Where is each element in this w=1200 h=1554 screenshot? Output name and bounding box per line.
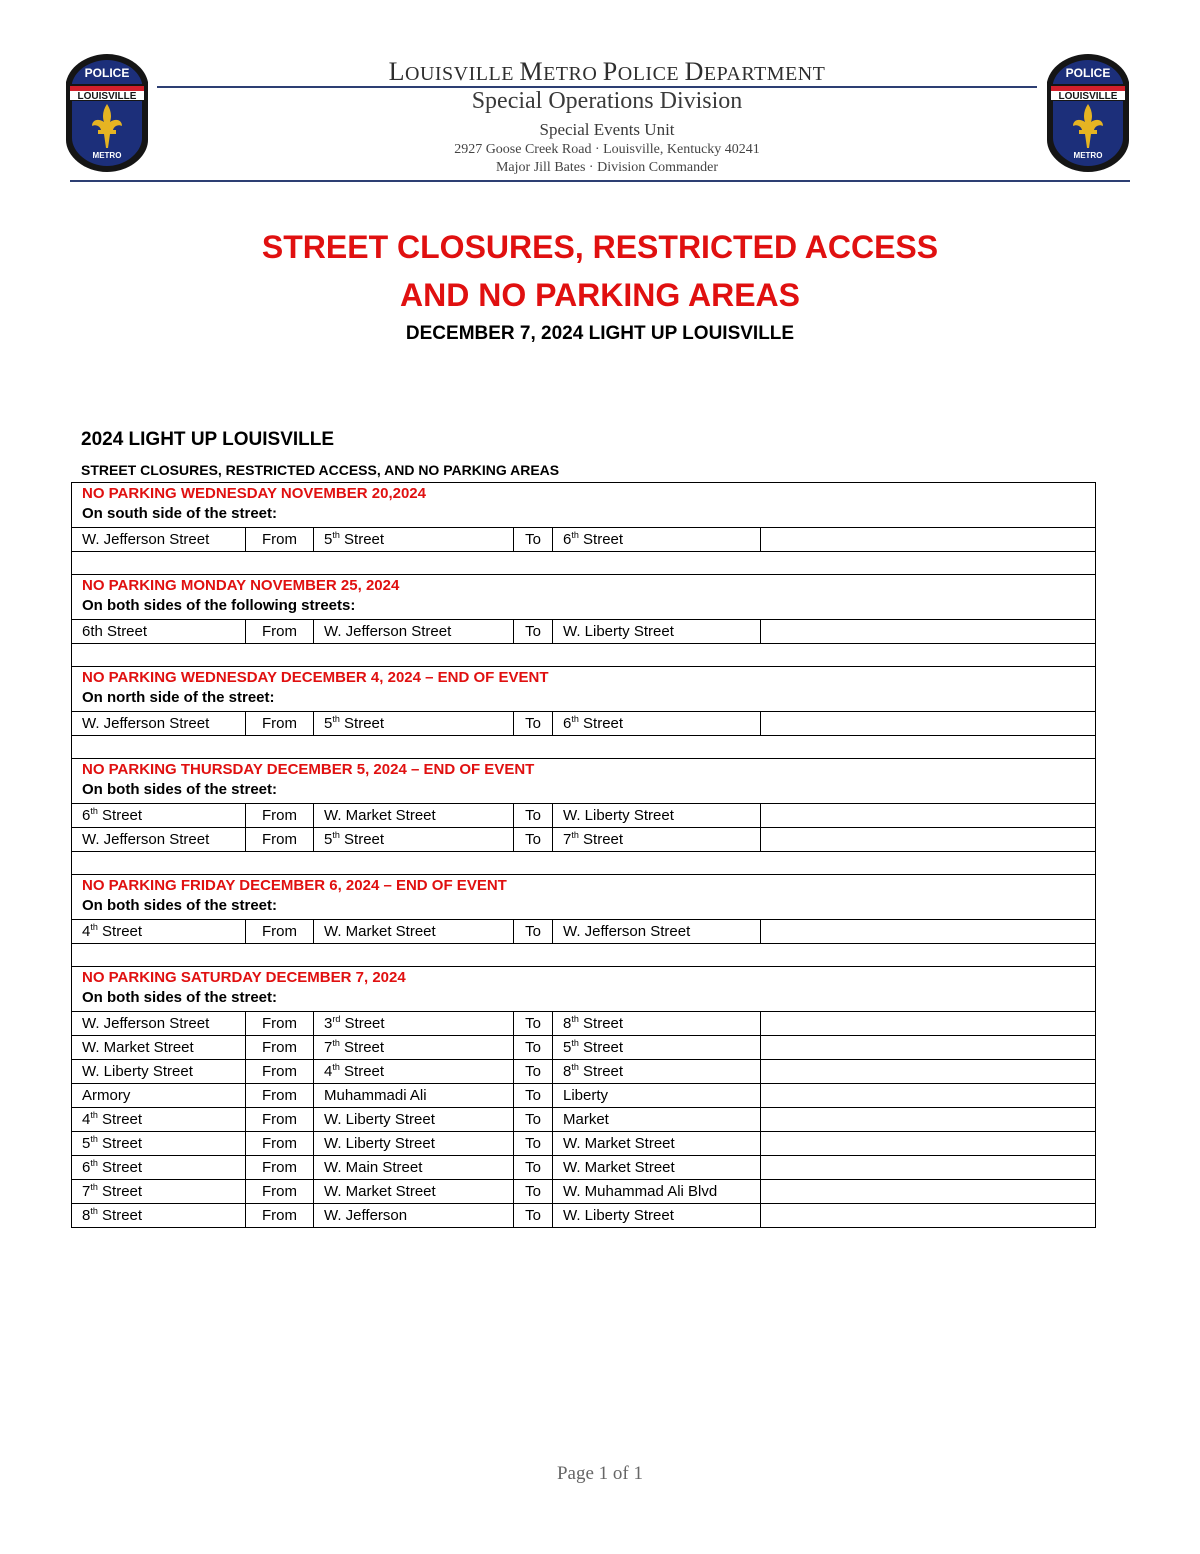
empty-notes-cell — [761, 712, 1096, 736]
to-street-cell: W. Liberty Street — [553, 1204, 761, 1228]
street-side-note: On both sides of the street: — [82, 781, 278, 798]
from-street-cell: Muhammadi Ali — [314, 1084, 514, 1108]
street-cell: 7th Street — [72, 1180, 246, 1204]
svg-text:METRO: METRO — [92, 151, 122, 160]
from-label-cell: From — [246, 1012, 314, 1036]
street-cell: W. Jefferson Street — [72, 712, 246, 736]
from-street-cell: W. Jefferson Street — [314, 620, 514, 644]
street-side-note: On north side of the street: — [82, 689, 275, 706]
from-street-cell: W. Main Street — [314, 1156, 514, 1180]
to-street-cell: 6th Street — [553, 712, 761, 736]
from-label-cell: From — [246, 920, 314, 944]
svg-text:POLICE: POLICE — [1065, 66, 1111, 80]
street-side-note: On both sides of the street: — [82, 989, 278, 1006]
from-street-cell: 5th Street — [314, 528, 514, 552]
closures-table — [71, 482, 1096, 1228]
empty-notes-cell — [761, 1084, 1096, 1108]
from-label-cell: From — [246, 804, 314, 828]
street-side-note: On both sides of the street: — [82, 897, 278, 914]
to-street-cell: 5th Street — [553, 1036, 761, 1060]
street-side-note: On both sides of the following streets: — [82, 597, 356, 614]
street-cell: 8th Street — [72, 1204, 246, 1228]
table-row — [72, 1036, 1096, 1060]
department-name: LOUISVILLE METRO POLICE DEPARTMENT — [388, 57, 826, 86]
empty-notes-cell — [761, 620, 1096, 644]
table-row — [72, 1084, 1096, 1108]
to-street-cell: W. Liberty Street — [553, 804, 761, 828]
no-parking-date-heading: NO PARKING THURSDAY DECEMBER 5, 2024 – END OF EVENT — [82, 761, 535, 778]
empty-notes-cell — [761, 1156, 1096, 1180]
no-parking-date-heading: NO PARKING WEDNESDAY DECEMBER 4, 2024 – END OF EVENT — [82, 669, 549, 686]
letterhead-bottom-divider — [70, 180, 1130, 182]
from-label-cell: From — [246, 1132, 314, 1156]
address-line: 2927 Goose Creek Road · Louisville, Kentucky 40241 — [454, 142, 760, 157]
table-row — [72, 920, 1096, 944]
group-heading-row — [72, 575, 1096, 620]
from-label-cell: From — [246, 1084, 314, 1108]
to-street-cell: 8th Street — [553, 1012, 761, 1036]
to-label-cell: To — [514, 804, 553, 828]
from-label-cell: From — [246, 712, 314, 736]
commander-line: Major Jill Bates · Division Commander — [495, 160, 719, 175]
to-street-cell: W. Market Street — [553, 1132, 761, 1156]
no-parking-date-heading: NO PARKING WEDNESDAY NOVEMBER 20,2024 — [82, 485, 426, 502]
spacer-row — [72, 736, 1096, 759]
no-parking-date-heading: NO PARKING SATURDAY DECEMBER 7, 2024 — [82, 969, 406, 986]
to-label-cell: To — [514, 1060, 553, 1084]
to-street-cell: W. Muhammad Ali Blvd — [553, 1180, 761, 1204]
spacer-row — [72, 644, 1096, 667]
street-cell: W. Market Street — [72, 1036, 246, 1060]
svg-text:METRO: METRO — [1073, 151, 1103, 160]
street-cell: 4th Street — [72, 920, 246, 944]
street-cell: 5th Street — [72, 1132, 246, 1156]
from-label-cell: From — [246, 1204, 314, 1228]
from-street-cell: W. Liberty Street — [314, 1132, 514, 1156]
street-cell: 4th Street — [72, 1108, 246, 1132]
table-row — [72, 828, 1096, 852]
svg-text:LOUISVILLE: LOUISVILLE — [1058, 91, 1118, 102]
to-label-cell: To — [514, 712, 553, 736]
table-row — [72, 528, 1096, 552]
street-cell: 6th Street — [72, 1156, 246, 1180]
spacer-row — [72, 944, 1096, 967]
table-row — [72, 1012, 1096, 1036]
from-street-cell: 4th Street — [314, 1060, 514, 1084]
empty-notes-cell — [761, 1132, 1096, 1156]
from-street-cell: W. Market Street — [314, 920, 514, 944]
street-cell: W. Liberty Street — [72, 1060, 246, 1084]
svg-text:LOUISVILLE: LOUISVILLE — [77, 91, 137, 102]
street-cell: W. Jefferson Street — [72, 528, 246, 552]
from-street-cell: W. Market Street — [314, 804, 514, 828]
to-label-cell: To — [514, 1156, 553, 1180]
to-street-cell: W. Market Street — [553, 1156, 761, 1180]
from-label-cell: From — [246, 1108, 314, 1132]
street-side-note: On south side of the street: — [82, 505, 278, 522]
to-street-cell: W. Liberty Street — [553, 620, 761, 644]
empty-notes-cell — [761, 920, 1096, 944]
street-cell: W. Jefferson Street — [72, 1012, 246, 1036]
to-street-cell: 8th Street — [553, 1060, 761, 1084]
empty-notes-cell — [761, 528, 1096, 552]
to-label-cell: To — [514, 1012, 553, 1036]
spacer-row — [72, 552, 1096, 575]
from-label-cell: From — [246, 1060, 314, 1084]
from-street-cell: 7th Street — [314, 1036, 514, 1060]
empty-notes-cell — [761, 1108, 1096, 1132]
table-row — [72, 1180, 1096, 1204]
document-title-line-2: AND NO PARKING AREAS — [399, 277, 800, 313]
from-street-cell: 5th Street — [314, 828, 514, 852]
document-subtitle: DECEMBER 7, 2024 LIGHT UP LOUISVILLE — [405, 323, 795, 344]
to-label-cell: To — [514, 920, 553, 944]
to-label-cell: To — [514, 1108, 553, 1132]
empty-notes-cell — [761, 1012, 1096, 1036]
to-label-cell: To — [514, 528, 553, 552]
to-label-cell: To — [514, 1036, 553, 1060]
from-street-cell: 5th Street — [314, 712, 514, 736]
table-row — [72, 1108, 1096, 1132]
empty-notes-cell — [761, 828, 1096, 852]
to-label-cell: To — [514, 1132, 553, 1156]
empty-notes-cell — [761, 804, 1096, 828]
unit-name: Special Events Unit — [539, 120, 675, 139]
division-name: Special Operations Division — [471, 88, 743, 114]
from-label-cell: From — [246, 828, 314, 852]
street-cell: Armory — [72, 1084, 246, 1108]
to-label-cell: To — [514, 828, 553, 852]
group-heading-row — [72, 759, 1096, 804]
from-street-cell: W. Liberty Street — [314, 1108, 514, 1132]
from-label-cell: From — [246, 1156, 314, 1180]
no-parking-date-heading: NO PARKING FRIDAY DECEMBER 6, 2024 – END OF EVENT — [82, 877, 507, 894]
table-row — [72, 1204, 1096, 1228]
page-number: Page 1 of 1 — [556, 1463, 643, 1484]
to-label-cell: To — [514, 1084, 553, 1108]
empty-notes-cell — [761, 1060, 1096, 1084]
table-row — [72, 1060, 1096, 1084]
svg-text:POLICE: POLICE — [84, 66, 130, 80]
table-row — [72, 712, 1096, 736]
from-label-cell: From — [246, 1036, 314, 1060]
group-heading-row — [72, 667, 1096, 712]
to-street-cell: 7th Street — [553, 828, 761, 852]
to-label-cell: To — [514, 1180, 553, 1204]
empty-notes-cell — [761, 1180, 1096, 1204]
group-heading-row — [72, 967, 1096, 1012]
from-label-cell: From — [246, 1180, 314, 1204]
to-street-cell: 6th Street — [553, 528, 761, 552]
to-street-cell: Market — [553, 1108, 761, 1132]
street-cell: W. Jefferson Street — [72, 828, 246, 852]
table-row — [72, 1156, 1096, 1180]
from-label-cell: From — [246, 528, 314, 552]
from-label-cell: From — [246, 620, 314, 644]
to-street-cell: W. Jefferson Street — [553, 920, 761, 944]
table-row — [72, 620, 1096, 644]
table-row — [72, 1132, 1096, 1156]
from-street-cell: 3rd Street — [314, 1012, 514, 1036]
section-subtitle: STREET CLOSURES, RESTRICTED ACCESS, AND NO PARKING AREAS — [81, 462, 560, 478]
street-cell: 6th Street — [72, 620, 246, 644]
document-title-line-1: STREET CLOSURES, RESTRICTED ACCESS — [261, 229, 939, 265]
empty-notes-cell — [761, 1204, 1096, 1228]
table-row — [72, 804, 1096, 828]
empty-notes-cell — [761, 1036, 1096, 1060]
group-heading-row — [72, 483, 1096, 528]
to-label-cell: To — [514, 620, 553, 644]
spacer-row — [72, 852, 1096, 875]
section-title: 2024 LIGHT UP LOUISVILLE — [81, 429, 335, 450]
from-street-cell: W. Jefferson — [314, 1204, 514, 1228]
group-heading-row — [72, 875, 1096, 920]
no-parking-date-heading: NO PARKING MONDAY NOVEMBER 25, 2024 — [82, 577, 400, 594]
from-street-cell: W. Market Street — [314, 1180, 514, 1204]
street-cell: 6th Street — [72, 804, 246, 828]
to-street-cell: Liberty — [553, 1084, 761, 1108]
to-label-cell: To — [514, 1204, 553, 1228]
